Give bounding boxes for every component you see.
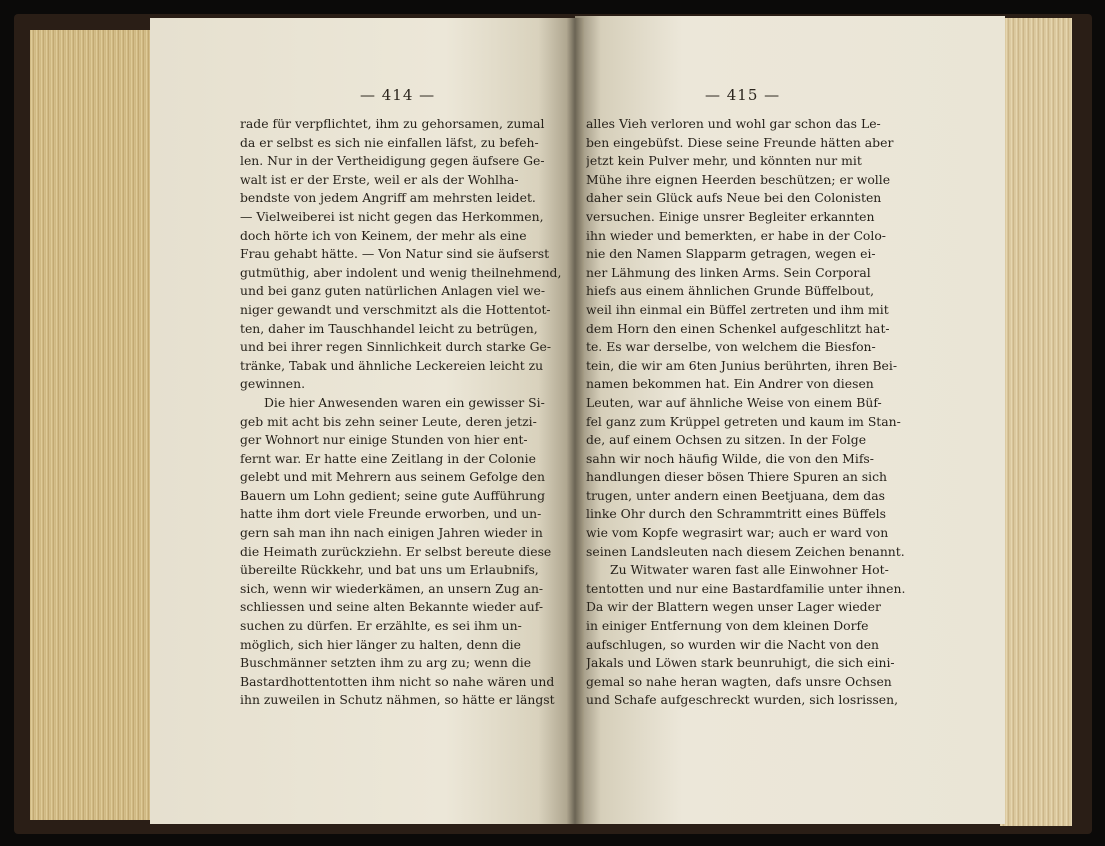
text-line: sahn wir noch häufig Wilde, die von den Mifs- bbox=[586, 450, 874, 466]
text-line: versuchen. Einige unsrer Begleiter erkannten bbox=[586, 208, 875, 224]
text-line: Frau gehabt hätte. — Von Natur sind sie äufserst bbox=[240, 246, 550, 262]
text-line: handlungen dieser bösen Thiere Spuren an sich bbox=[586, 469, 888, 485]
text-line: schliessen und seine alten Bekannte wieder auf- bbox=[240, 599, 544, 615]
left-text-column bbox=[240, 115, 566, 710]
text-line: doch hörte ich von Keinem, der mehr als eine bbox=[240, 227, 527, 243]
text-line: ten, daher im Tauschhandel leicht zu betrügen, bbox=[240, 320, 538, 336]
text-line: linke Ohr durch den Schrammtritt eines Büffels bbox=[586, 506, 886, 522]
text-line: walt ist er der Erste, weil er als der Wohlha- bbox=[240, 171, 519, 187]
text-line: Buschmänner setzten ihm zu arg zu; wenn die bbox=[240, 655, 532, 671]
text-line: wie vom Kopfe wegrasirt war; auch er ward von bbox=[586, 525, 889, 541]
text-line: nie den Namen Slapparm getragen, wegen ei- bbox=[586, 246, 876, 262]
text-line: und bei ihrer regen Sinnlichkeit durch starke Ge- bbox=[240, 339, 552, 355]
text-line: Mühe ihre eignen Heerden beschützen; er wolle bbox=[586, 171, 891, 187]
text-line: Jakals und Löwen stark beunruhigt, die sich eini- bbox=[586, 655, 895, 671]
text-line: bendste von jedem Angriff am mehrsten leidet. bbox=[240, 190, 536, 206]
text-line: und bei ganz guten natürlichen Anlagen viel we- bbox=[240, 283, 546, 299]
text-line: ner Lähmung des linken Arms. Sein Corporal bbox=[586, 264, 871, 280]
right-text-column bbox=[586, 115, 918, 710]
text-line: jetzt kein Pulver mehr, und könnten nur mit bbox=[586, 153, 862, 169]
text-line: trugen, unter andern einen Beetjuana, dem das bbox=[586, 487, 885, 503]
text-line: hatte ihm dort viele Freunde erworben, und un- bbox=[240, 506, 542, 522]
text-line: fernt war. Er hatte eine Zeitlang in der Colonie bbox=[240, 450, 536, 466]
text-line: und Schafe aufgeschreckt wurden, sich losrissen, bbox=[586, 692, 899, 708]
text-line: übereilte Rückkehr, und bat uns um Erlaubnifs, bbox=[240, 562, 539, 578]
text-line: geb mit acht bis zehn seiner Leute, deren jetzi- bbox=[240, 413, 537, 429]
left-page-edges bbox=[30, 30, 158, 820]
text-line: sich, wenn wir wiederkämen, an unsern Zug an- bbox=[240, 580, 544, 596]
text-line: Da wir der Blattern wegen unser Lager wieder bbox=[586, 599, 881, 615]
text-line: seinen Landsleuten nach diesem Zeichen benannt. bbox=[586, 543, 905, 559]
text-line: tränke, Tabak und ähnliche Leckereien leicht zu bbox=[240, 357, 544, 373]
text-line: fel ganz zum Krüppel getreten und kaum im Stan- bbox=[586, 413, 901, 429]
text-line: suchen zu dürfen. Er erzählte, es sei ihm un- bbox=[240, 618, 522, 634]
text-line: ihn wieder und bemerkten, er habe in der Colo- bbox=[586, 227, 886, 243]
text-line: gemal so nahe heran wagten, dafs unsre Ochsen bbox=[586, 673, 892, 689]
right-page-edges bbox=[1000, 18, 1072, 826]
text-line: Leuten, war auf ähnliche Weise von einem Büf- bbox=[586, 394, 882, 410]
text-line: aufschlugen, so wurden wir die Nacht von den bbox=[586, 636, 880, 652]
right-page-number: — 415 — bbox=[705, 86, 781, 104]
left-page-number: — 414 — bbox=[360, 86, 436, 104]
text-line: de, auf einem Ochsen zu sitzen. In der Folge bbox=[586, 432, 867, 448]
text-line: möglich, sich hier länger zu halten, denn die bbox=[240, 636, 521, 652]
text-line: rade für verpflichtet, ihm zu gehorsamen, zumal bbox=[240, 116, 545, 131]
book-gutter bbox=[566, 18, 584, 824]
text-line: Bastardhottentotten ihm nicht so nahe wären und bbox=[240, 673, 555, 689]
text-line: tein, die wir am 6ten Junius berührten, ihren Bei- bbox=[586, 357, 898, 373]
text-line: Zu Witwater waren fast alle Einwohner Hot- bbox=[610, 562, 889, 578]
text-line: gutmüthig, aber indolent und wenig theilnehmend, bbox=[240, 264, 562, 280]
text-line: da er selbst es sich nie einfallen läfst, zu befeh- bbox=[240, 134, 539, 150]
text-line: tentotten und nur eine Bastardfamilie unter ihnen. bbox=[586, 580, 906, 596]
text-line: te. Es war derselbe, von welchem die Biesfon- bbox=[586, 339, 876, 355]
text-line: weil ihn einmal ein Büffel zertreten und ihm mit bbox=[586, 301, 889, 317]
text-line: hiefs aus einem ähnlichen Grunde Büffelbout, bbox=[586, 283, 875, 299]
text-line: dem Horn den einen Schenkel aufgeschlitzt hat- bbox=[586, 320, 890, 336]
text-line: in einiger Entfernung von dem kleinen Dorfe bbox=[586, 618, 869, 634]
text-line: ihn zuweilen in Schutz nähmen, so hätte er längst bbox=[240, 692, 555, 708]
text-line: daher sein Glück aufs Neue bei den Colonisten bbox=[586, 190, 882, 206]
text-line: Bauern um Lohn gedient; seine gute Aufführung bbox=[240, 487, 546, 503]
text-line: gern sah man ihn nach einigen Jahren wieder in bbox=[240, 525, 543, 541]
text-line: niger gewandt und verschmitzt als die Hottentot- bbox=[240, 301, 551, 317]
text-line: Die hier Anwesenden waren ein gewisser Si- bbox=[264, 394, 545, 410]
text-line: die Heimath zurückziehn. Er selbst bereute diese bbox=[240, 543, 552, 559]
text-line: namen bekommen hat. Ein Andrer von diesen bbox=[586, 376, 874, 392]
text-line: len. Nur in der Vertheidigung gegen äufsere Ge- bbox=[240, 153, 545, 169]
text-line: gewinnen. bbox=[240, 376, 306, 392]
text-line: gelebt und mit Mehrern aus seinem Gefolge den bbox=[240, 469, 545, 485]
text-line: — Vielweiberei ist nicht gegen das Herkommen, bbox=[240, 208, 544, 224]
text-line: ger Wohnort nur einige Stunden von hier ent- bbox=[240, 432, 528, 448]
text-line: ben eingebüfst. Diese seine Freunde hätten aber bbox=[586, 134, 894, 150]
text-line: alles Vieh verloren und wohl gar schon das Le- bbox=[586, 116, 881, 131]
